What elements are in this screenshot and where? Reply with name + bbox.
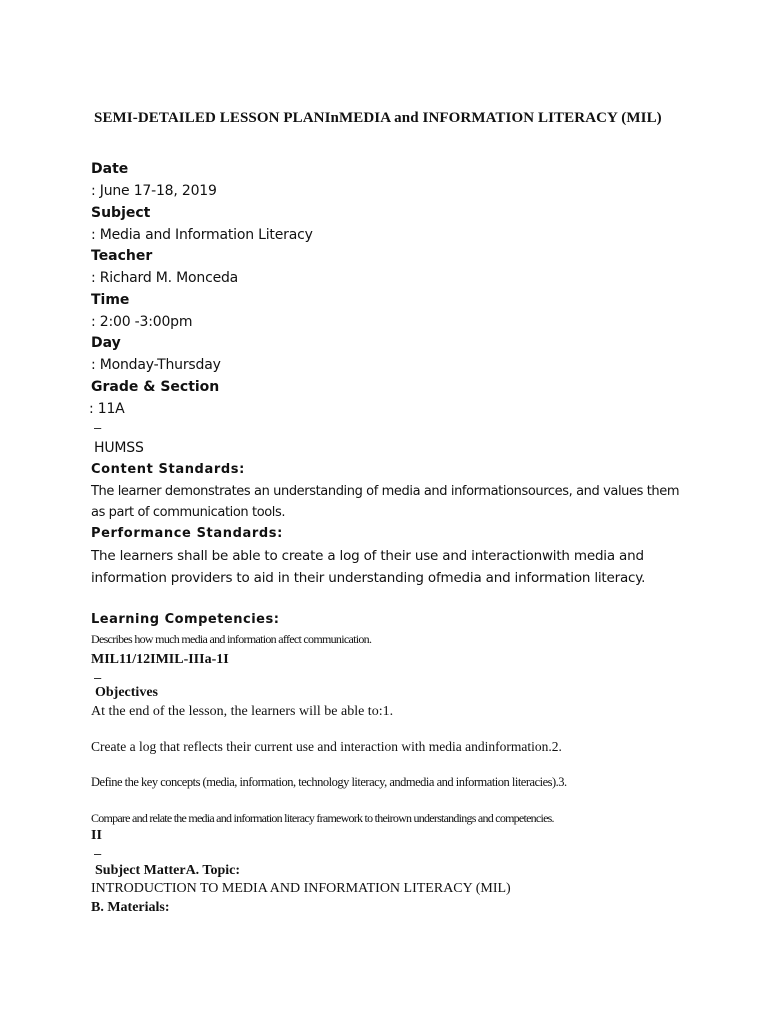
learning-competencies-text: Describes how much media and information affect communication. xyxy=(91,632,372,646)
performance-standards-text: The learners shall be able to create a log of their use and interactionwith media and information providers to aid in their understanding ofmedia and information literacy. xyxy=(91,548,646,586)
day-label: Day xyxy=(91,335,121,351)
date-label: Date xyxy=(91,161,129,177)
section-value: HUMSS xyxy=(94,440,144,456)
content-standards-text: The learner demonstrates an understanding of media and informationsources, and values them as part of communication tools. xyxy=(91,484,680,520)
dash-separator-2: – xyxy=(94,670,102,685)
time-value: : 2:00 -3:00pm xyxy=(91,314,193,330)
time-label: Time xyxy=(91,292,130,308)
objectives-intro: At the end of the lesson, the learners will be able to:1. xyxy=(91,704,394,719)
objectives-heading: Objectives xyxy=(95,685,158,700)
objective-1: Create a log that reflects their current use and interaction with media andinformation.2. xyxy=(91,739,562,754)
dash-separator-3: – xyxy=(94,846,102,861)
grade-section-label: Grade & Section xyxy=(91,379,220,395)
section-number-ii: II xyxy=(91,828,102,843)
page-title: SEMI-DETAILED LESSON PLANInMEDIA and INFORMATION LITERACY (MIL) xyxy=(94,110,662,126)
teacher-label: Teacher xyxy=(91,248,153,264)
subject-label: Subject xyxy=(91,205,151,221)
performance-standards-label: Performance Standards: xyxy=(91,526,283,541)
grade-value: : 11A xyxy=(89,401,125,417)
learning-competencies-label: Learning Competencies: xyxy=(91,612,280,627)
day-value: : Monday-Thursday xyxy=(91,357,221,373)
content-standards-label: Content Standards: xyxy=(91,462,245,477)
materials-heading: B. Materials: xyxy=(91,900,170,915)
objective-3: Compare and relate the media and information literacy framework to theirown understandings and competencies. xyxy=(91,811,554,825)
subject-value: : Media and Information Literacy xyxy=(91,227,313,243)
subject-matter-heading: Subject MatterA. Topic: xyxy=(95,863,241,878)
competency-code: MIL11/12IMIL-IIIa-1I xyxy=(91,652,229,667)
topic-text: INTRODUCTION TO MEDIA AND INFORMATION LITERACY (MIL) xyxy=(91,881,511,896)
dash-separator: – xyxy=(94,420,102,435)
date-value: : June 17-18, 2019 xyxy=(91,183,217,199)
objective-2: Define the key concepts (media, information, technology literacy, andmedia and information literacies).3. xyxy=(91,775,567,789)
teacher-value: : Richard M. Monceda xyxy=(91,270,239,286)
